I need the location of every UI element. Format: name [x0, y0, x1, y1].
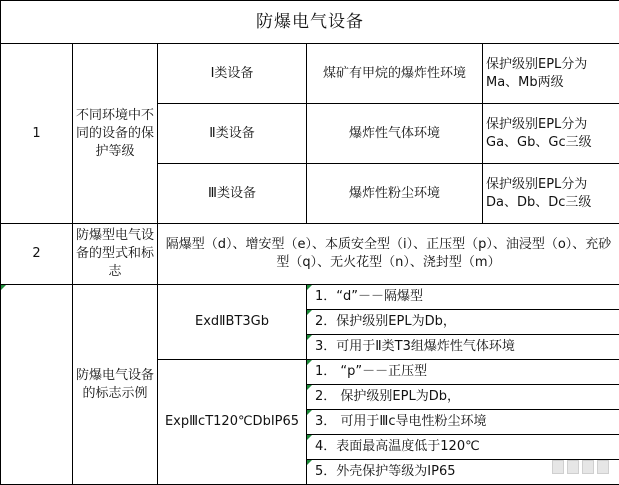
row-number: 1: [1, 44, 73, 224]
example-note: 5．外壳保护等级为IP65: [307, 460, 619, 485]
example-mark: ExpⅢcT120℃DbIP65: [158, 360, 307, 485]
table-row: [1, 285, 619, 310]
example-note: 2．保护级别EPL为Db，: [307, 310, 619, 335]
environment-cell: 煤矿有甲烷的爆炸性环境: [307, 44, 483, 104]
watermark-icon: [552, 460, 609, 474]
row-category: 防爆电气设备的标志示例: [73, 285, 158, 485]
table-title: 防爆电气设备: [1, 1, 619, 44]
epl-cell: 保护级别EPL分为Da、Db、Dc三级: [483, 164, 619, 224]
example-note: 4．表面最高温度低于120℃: [307, 435, 619, 460]
row-number: 2: [1, 224, 73, 285]
example-note: 1．“d”－－隔爆型: [307, 285, 619, 310]
epl-cell: 保护级别EPL分为Ga、Gb、Gc三级: [483, 104, 619, 164]
device-class: Ⅲ类设备: [158, 164, 307, 224]
table-row: [1, 224, 619, 285]
environment-cell: 爆炸性气体环境: [307, 104, 483, 164]
types-content: 隔爆型（d）、增安型（e）、本质安全型（i）、正压型（p）、油浸型（o）、充砂型（q）、无火花型（n）、浇封型（m）: [158, 224, 619, 285]
row-category: 不同环境中不同的设备的保护等级: [73, 44, 158, 224]
example-note: 3．可用于Ⅱ类T3组爆炸性气体环境: [307, 335, 619, 360]
title-row: [1, 1, 619, 44]
device-class: Ⅰ类设备: [158, 44, 307, 104]
example-note: 1． “p”－－正压型: [307, 360, 619, 385]
row-number: [1, 285, 73, 485]
environment-cell: 爆炸性粉尘环境: [307, 164, 483, 224]
table-row: [1, 44, 619, 104]
example-note: 3． 可用于Ⅲc导电性粉尘环境: [307, 410, 619, 435]
example-note: 2． 保护级别EPL为Db，: [307, 385, 619, 410]
device-class: Ⅱ类设备: [158, 104, 307, 164]
epl-cell: 保护级别EPL分为Ma、Mb两级: [483, 44, 619, 104]
row-category: 防爆型电气设备的型式和标志: [73, 224, 158, 285]
example-mark: ExdⅡBT3Gb: [158, 285, 307, 360]
